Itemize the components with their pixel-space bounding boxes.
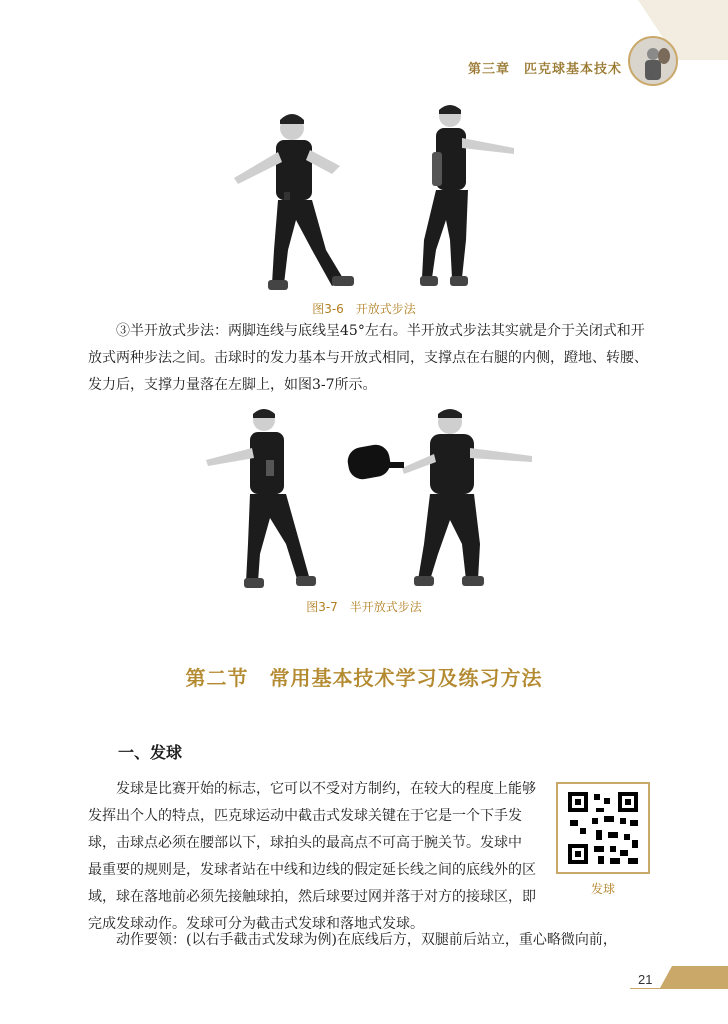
player-photo-half-open-front (204, 404, 324, 592)
player-photo-half-open-backswing (346, 404, 538, 592)
player-photo-open-stance-front (228, 100, 370, 296)
qr-code[interactable] (556, 782, 650, 874)
paragraph-half-open-stance: ③半开放式步法：两脚连线与底线呈45°左右。半开放式步法其实就是介于关闭式和开放式两种步法之间。击球时的发力基本与开放式相同，支撑点在右腿的内侧，蹬地、转腰、发力后，支撑力量落在左脚上，如图3-7所示。 (88, 323, 648, 393)
figure-3-6 (0, 100, 728, 296)
page-number-bar (660, 966, 728, 988)
paragraph-serve-intro: 发球是比赛开始的标志，它可以不受对方制约，在较大的程度上能够发挥出个人的特点，匹克球运动中截击式发球关键在于它是一个下手发球，击球点必须在腰部以下，球拍头的最高点不可高于腕关节。发球中 最重要的规则是，发球者站在中线和边线的假定延长线之间的底线外的区域，球在落地前必须先接触球拍，然后球要过网并落于对方的接球区，即完成发球动作。发球可分为截击式发球和落地式发球。 (88, 781, 536, 932)
figure-3-7 (0, 404, 728, 592)
paragraph-serve-technique: 动作要领：(以右手截击式发球为例)在底线后方，双腿前后站立，重心略微向前， (116, 932, 617, 948)
subsection-title: 一、发球 (118, 743, 183, 762)
page-number: 21 (638, 972, 653, 987)
page-divider (630, 988, 728, 989)
figure-caption: 图3-6 开放式步法 (312, 302, 416, 316)
chapter-badge-photo (628, 36, 678, 86)
section-title: 第二节 常用基本技术学习及练习方法 (185, 666, 543, 690)
qr-caption: 发球 (590, 882, 615, 896)
player-photo-open-stance-side (410, 100, 522, 296)
chapter-header: 第三章 匹克球基本技术 (468, 62, 623, 77)
figure-caption: 图3-7 半开放式步法 (306, 600, 422, 614)
